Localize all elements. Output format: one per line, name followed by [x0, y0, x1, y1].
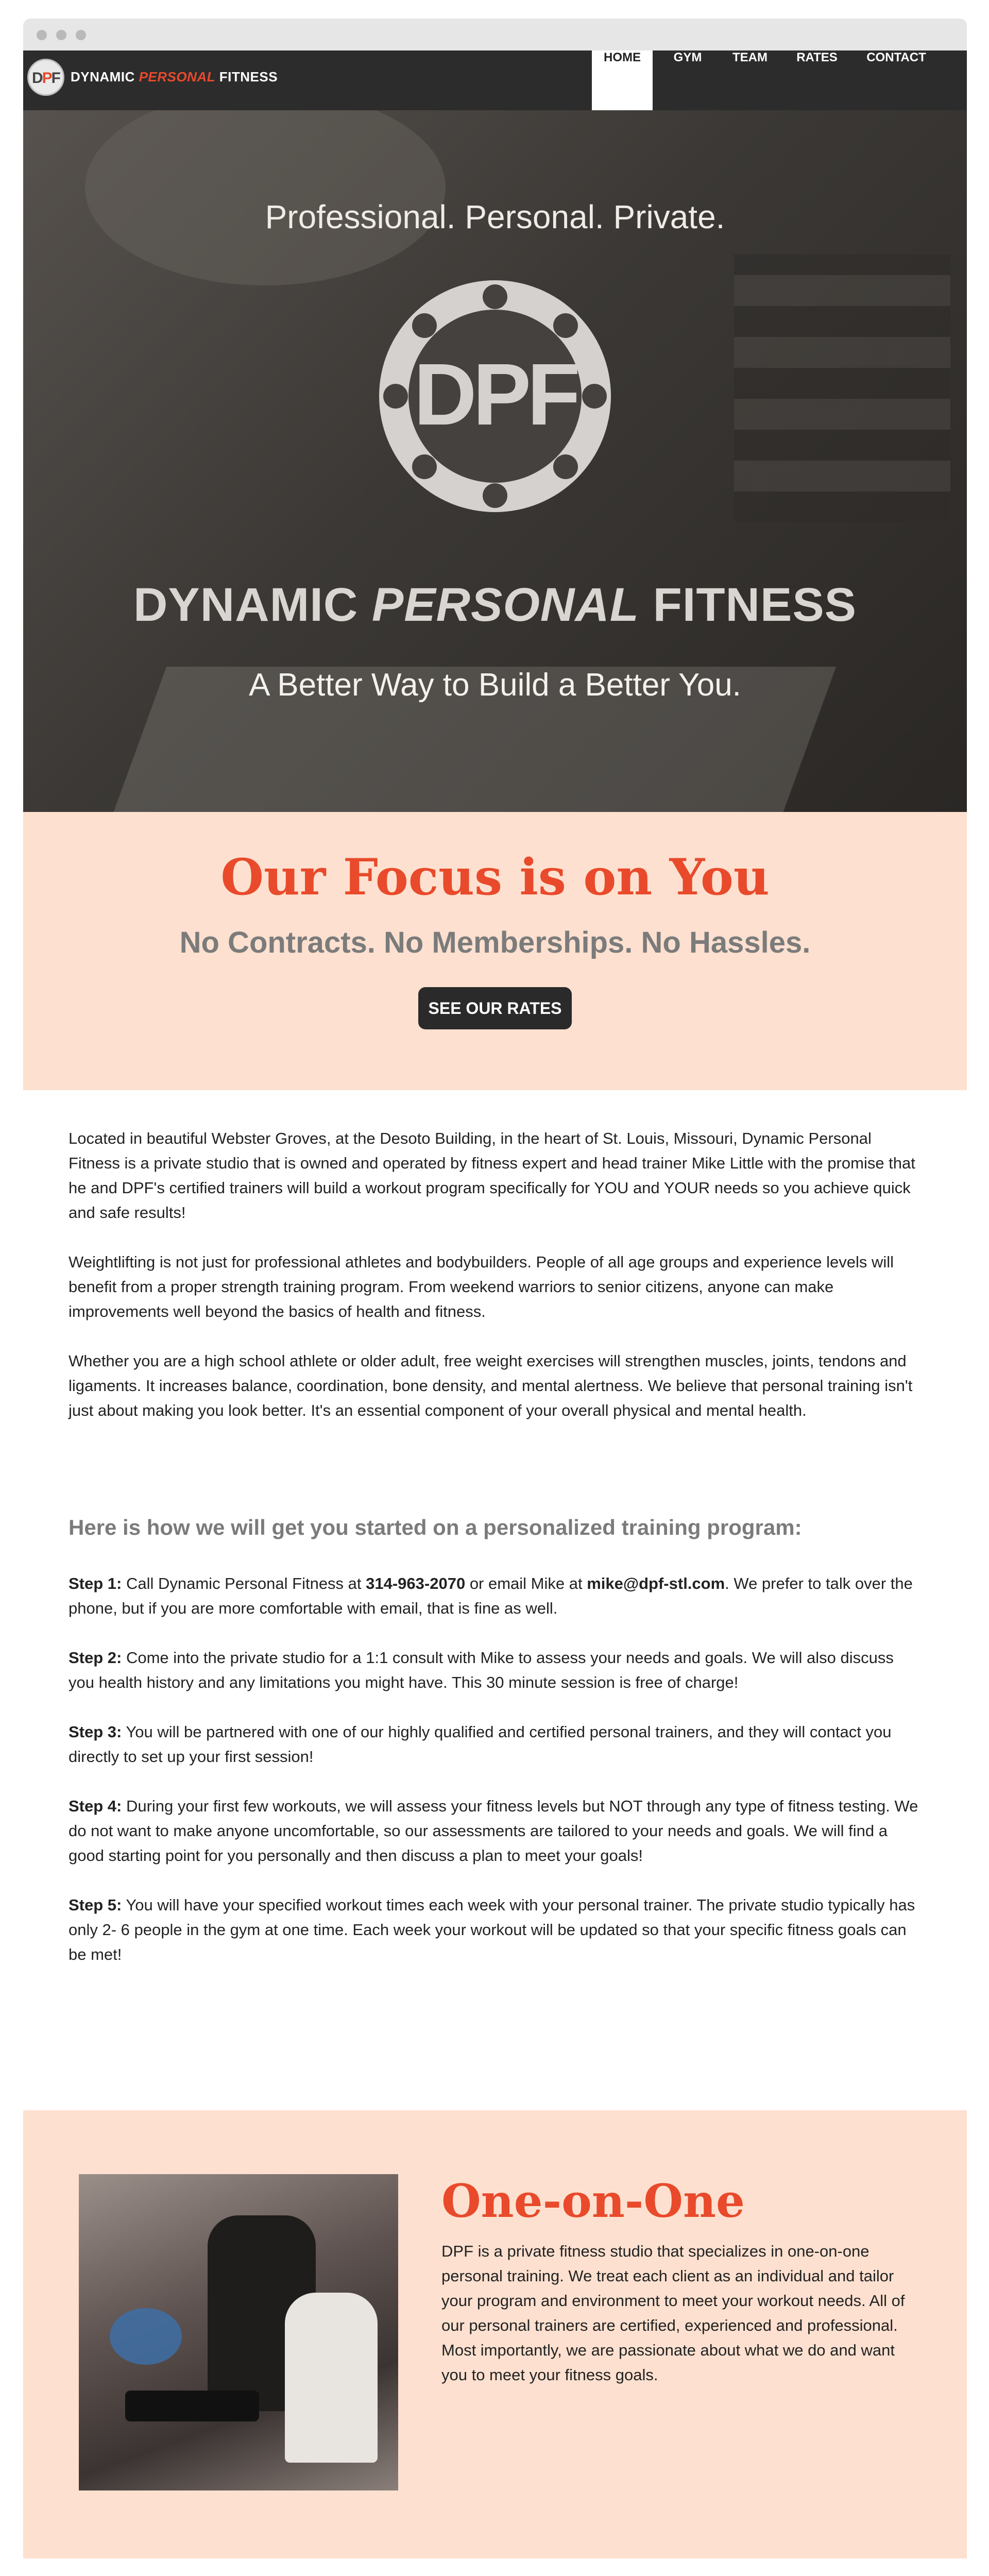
page-frame — [23, 19, 967, 2576]
step-text: You will be partnered with one of our highly qualified and certified personal trainers, and they will contact you directly to set up your first session! — [69, 1723, 892, 1766]
logo-letter: P — [42, 70, 52, 87]
intro-paragraph: Weightlifting is not just for professional athletes and bodybuilders. People of all age groups and experience levels will benefit from a proper strength training program. From weekend warriors to senior citizens, anyone can make improvements well beyond the basics of health and fitness. — [69, 1253, 894, 1320]
steps-list — [69, 1571, 922, 1992]
step-label: Step 5: — [69, 1896, 122, 1914]
photo-bench — [125, 2391, 259, 2421]
step-label: Step 4: — [69, 1797, 122, 1815]
step-text: During your first few workouts, we will assess your fitness levels but NOT through any type of fitness testing. We do not want to make anyone uncomfortable, so our assessments are tailored to your needs and goals. We will find a good starting point for you personally and then discuss a plan to meet your goals! — [69, 1797, 918, 1865]
one-on-one-text: DPF is a private fitness studio that specializes in one-on-one personal training. We treat each client as an individual and tailor your program and environment to meet your workout needs. All of our personal trainers are certified, experienced and professional. Most importantly, we are passionate about what we do and want you to meet your fitness goals. — [441, 2242, 905, 2384]
focus-subtitle: No Contracts. No Memberships. No Hassles. — [179, 926, 811, 959]
intro-paragraph: Whether you are a high school athlete or older adult, free weight exercises will strengthen muscles, joints, tendons and ligaments. It increases balance, coordination, bone density, and mental alertness. We believe that personal training isn't just about making you look better. It's an essential component of your overall physical and mental health. — [69, 1352, 913, 1419]
brand-word-accent: PERSONAL — [139, 69, 216, 84]
window-close-dot[interactable] — [37, 30, 47, 40]
window-maximize-dot[interactable] — [76, 30, 86, 40]
photo-figure-trainer — [285, 2293, 378, 2463]
nav-rates[interactable]: RATES — [796, 50, 838, 64]
emblem-letters: DPF — [414, 346, 576, 444]
logo-letter: D — [31, 70, 42, 87]
hero-tagline-bottom: A Better Way to Build a Better You. — [249, 667, 741, 703]
phone-link[interactable]: 314-963-2070 — [366, 1574, 466, 1592]
brand-wordmark[interactable] — [71, 69, 278, 85]
hero-tagline-top: Professional. Personal. Private. — [265, 198, 725, 235]
hero-brand-word: FITNESS — [653, 579, 857, 631]
step-item — [69, 1646, 922, 1695]
step-label: Step 3: — [69, 1723, 122, 1741]
focus-title: Our Focus is on You — [220, 848, 770, 906]
step-text: Come into the private studio for a 1:1 consult with Mike to assess your needs and goals. We will also discuss you health history and any limitations you might have. This 30 minute session is free of charge! — [69, 1649, 894, 1691]
intro-paragraph: Located in beautiful Webster Groves, at the Desoto Building, in the heart of St. Louis, Missouri, Dynamic Personal Fitness is a private studio that is owned and operated by fitness expert and head trainer Mike Little with the promise that he and DPF's certified trainers will build a workout program specifically for YOU and YOUR needs so you achieve quick and safe results! — [69, 1129, 915, 1222]
one-on-one-section — [23, 2110, 967, 2558]
intro-text — [69, 1126, 922, 1448]
step-label: Step 2: — [69, 1649, 122, 1667]
focus-section — [23, 812, 967, 1090]
step-text: or email Mike at — [465, 1574, 587, 1592]
brand-word: FITNESS — [219, 69, 278, 84]
hero-brand-name — [23, 578, 967, 632]
brand-word: DYNAMIC — [71, 69, 135, 84]
browser-title-bar — [23, 19, 967, 50]
hero-brand-word: DYNAMIC — [133, 579, 359, 631]
see-our-rates-button[interactable]: SEE OUR RATES — [418, 987, 572, 1029]
hero-brand-word-italic: PERSONAL — [371, 579, 639, 631]
step-text: Call Dynamic Personal Fitness at — [122, 1574, 366, 1592]
nav-home[interactable]: HOME — [592, 50, 653, 110]
step-item — [69, 1571, 922, 1621]
step-text: You will have your specified workout times each week with your personal trainer. The private studio typically has only 2- 6 people in the gym at one time. Each week your workout will be updated so that your specific fitness goals can be met! — [69, 1896, 915, 1963]
dpf-logo-icon[interactable] — [27, 59, 64, 96]
step-item — [69, 1794, 922, 1868]
top-navigation — [23, 50, 967, 110]
steps-heading: Here is how we will get you started on a personalized training program: — [69, 1515, 802, 1539]
nav-gym[interactable]: GYM — [673, 50, 702, 64]
step-item — [69, 1720, 922, 1769]
hero-banner — [23, 110, 967, 812]
hero-background-dumbbell-rack — [734, 255, 950, 522]
step-label: Step 1: — [69, 1574, 122, 1592]
dpf-emblem-icon — [374, 275, 616, 517]
training-session-photo — [79, 2174, 398, 2490]
one-on-one-title: One-on-One — [441, 2174, 745, 2228]
nav-team[interactable]: TEAM — [732, 50, 768, 64]
nav-contact[interactable]: CONTACT — [866, 50, 926, 64]
exercise-ball — [110, 2308, 182, 2365]
step-item — [69, 1893, 922, 1967]
window-minimize-dot[interactable] — [56, 30, 66, 40]
logo-letter: F — [51, 70, 60, 87]
step-text: . We prefer to talk over the phone, but if you are more comfortable with email, that is fine as well. — [69, 1574, 913, 1617]
email-link[interactable]: mike@dpf-stl.com — [587, 1574, 725, 1592]
